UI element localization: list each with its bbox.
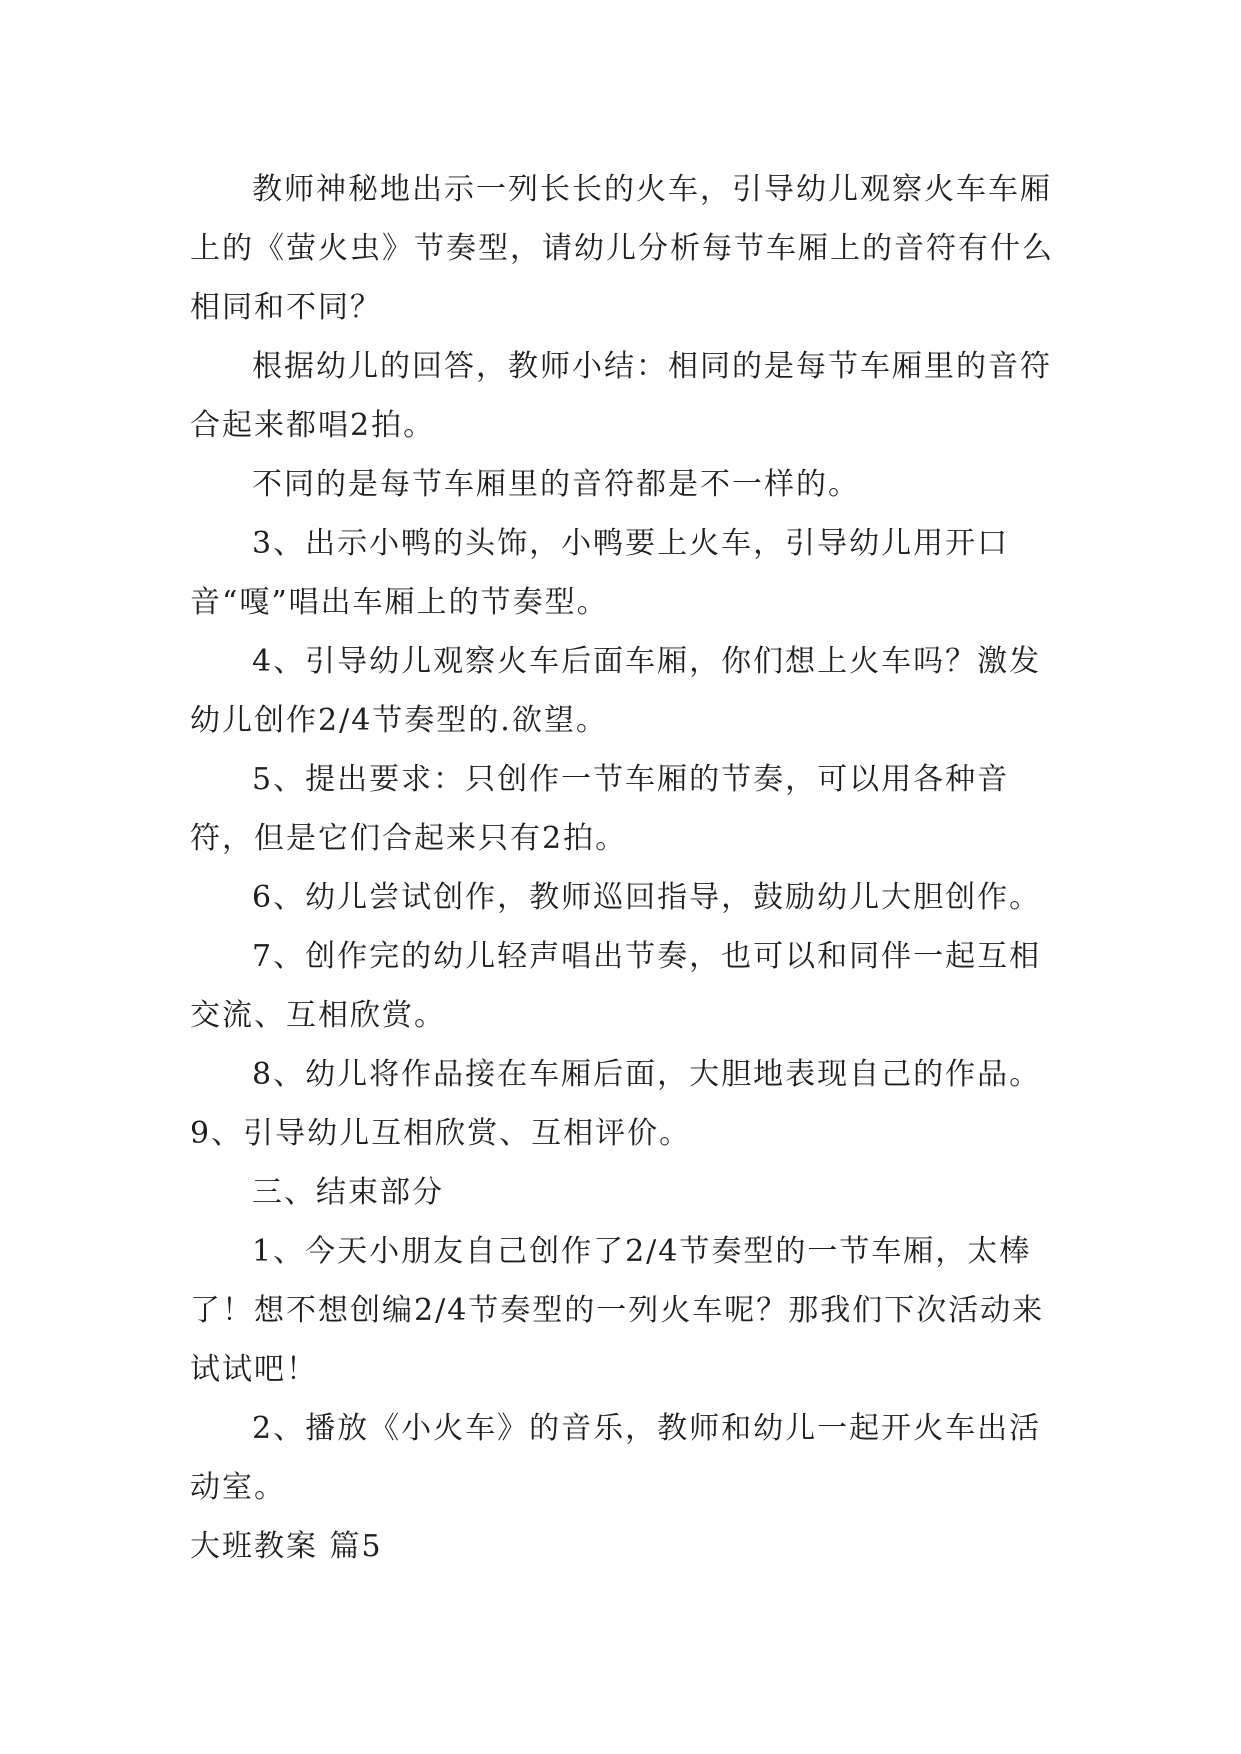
paragraph: 7、创作完的幼儿轻声唱出节奏，也可以和同伴一起互相交流、互相欣赏。 — [190, 939, 1042, 1033]
paragraph: 3、出示小鸭的头饰，小鸭要上火车，引导幼儿用开口音“嘎”唱出车厢上的节奏型。 — [190, 526, 1010, 620]
paragraph: 2、播放《小火车》的音乐，教师和幼儿一起开火车出活动室。 — [190, 1411, 1042, 1505]
paragraph: 8、幼儿将作品接在车厢后面，大胆地表现自己的作品。 — [252, 1057, 1042, 1092]
paragraph: 4、引导幼儿观察火车后面车厢，你们想上火车吗？激发幼儿创作2/4节奏型的.欲望。 — [190, 644, 1042, 738]
paragraph: 教师神秘地出示一列长长的火车，引导幼儿观察火车车厢上的《萤火虫》节奏型，请幼儿分析每节车厢上的音符有什么相同和不同？ — [190, 172, 1054, 325]
chapter-heading: 大班教案 篇5 — [190, 1529, 383, 1564]
paragraph: 根据幼儿的回答，教师小结：相同的是每节车厢里的音符合起来都唱2拍。 — [190, 349, 1052, 443]
section-heading: 三、结束部分 — [252, 1175, 444, 1210]
paragraph: 5、提出要求：只创作一节车厢的节奏，可以用各种音符，但是它们合起来只有2拍。 — [190, 762, 1010, 856]
paragraph: 不同的是每节车厢里的音符都是不一样的。 — [252, 467, 860, 502]
paragraph: 1、今天小朋友自己创作了2/4节奏型的一节车厢，太棒了！想不想创编2/4节奏型的一列火车呢？那我们下次活动来试试吧！ — [190, 1234, 1045, 1387]
document-body — [190, 160, 1070, 1576]
paragraph: 9、引导幼儿互相欣赏、互相评价。 — [190, 1116, 692, 1151]
paragraph: 6、幼儿尝试创作，教师巡回指导，鼓励幼儿大胆创作。 — [252, 880, 1042, 915]
